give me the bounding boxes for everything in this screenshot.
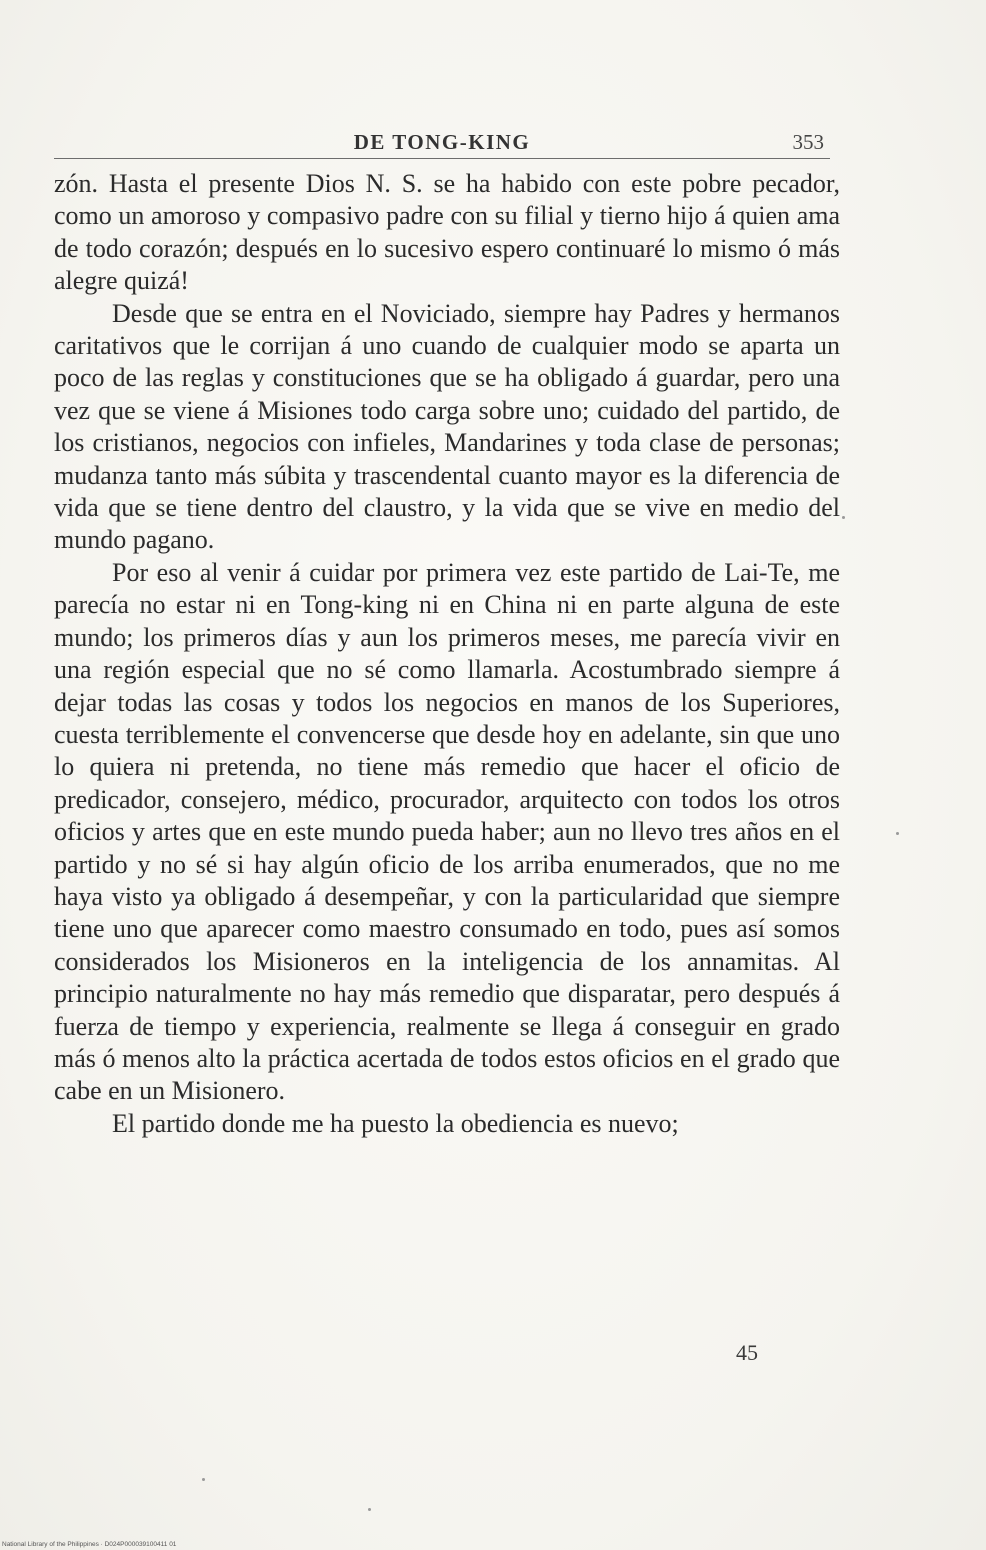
dust-speck [896,832,899,835]
body-text [54,168,840,1140]
page-number: 353 [792,130,824,154]
signature-mark: 45 [736,1340,758,1365]
running-head: DE TONG-KING [353,130,531,154]
page-header [54,128,830,159]
dust-speck [842,516,845,519]
footer-credit: National Library of the Philippines · D024P000039100411 01 [2,1541,177,1548]
paragraph: El partido donde me ha puesto la obediencia es nuevo; [112,1108,679,1138]
dust-speck [368,1508,371,1511]
paragraph: zón. Hasta el presente Dios N. S. se ha habido con este pobre pecador, como un amoroso y compasivo padre con su filial y tierno hijo á quien ama de todo corazón; después en lo sucesivo espero continuaré lo mismo ó más alegre quizá! [54,169,840,296]
paragraph: Desde que se entra en el Noviciado, siempre hay Padres y hermanos caritativos que le corrijan á uno cuando de cualquier modo se aparta un poco de las reglas y constituciones que se ha obligado á guardar, pero una vez que se viene á Misiones todo carga sobre uno; cuidado del partido, de los cristianos, negocios con infieles, Mandarines y toda clase de personas; mudanza tanto más súbita y trascendental cuanto mayor es la diferencia de vida que se tiene dentro del claustro, y la vida que se vive en medio del mundo pagano. [54,298,840,555]
dust-speck [202,1478,205,1481]
paragraph: Por eso al venir á cuidar por primera vez este partido de Lai-Te, me parecía no estar ni en Tong-king ni en China ni en parte alguna de este mundo; los primeros días y aun los primeros meses, me parecía vivir en una región especial que no sé como llamarla. Acostumbrado siempre á dejar todas las cosas y todos los negocios en manos de los Superiores, cuesta terriblemente el convencerse que desde hoy en adelante, sin que uno lo quiera ni pretenda, no tiene más remedio que hacer el oficio de predicador, consejero, médico, procurador, arquitecto con todos los otros oficios y artes que en este mundo pueda haber; aun no llevo tres años en el partido y no sé si hay algún oficio de los arriba enumerados, que no me haya visto ya obligado á desempeñar, y con la particularidad que siempre tiene uno que aparecer como maestro consumado en todo, pues así somos considerados los Misioneros en la inteligencia de los annamitas. Al principio naturalmente no hay más remedio que disparatar, pero después á fuerza de tiempo y experiencia, realmente se llega á conseguir en grado más ó menos alto la práctica acertada de todos estos oficios en el grado que cabe en un Misionero. [54,557,840,1106]
